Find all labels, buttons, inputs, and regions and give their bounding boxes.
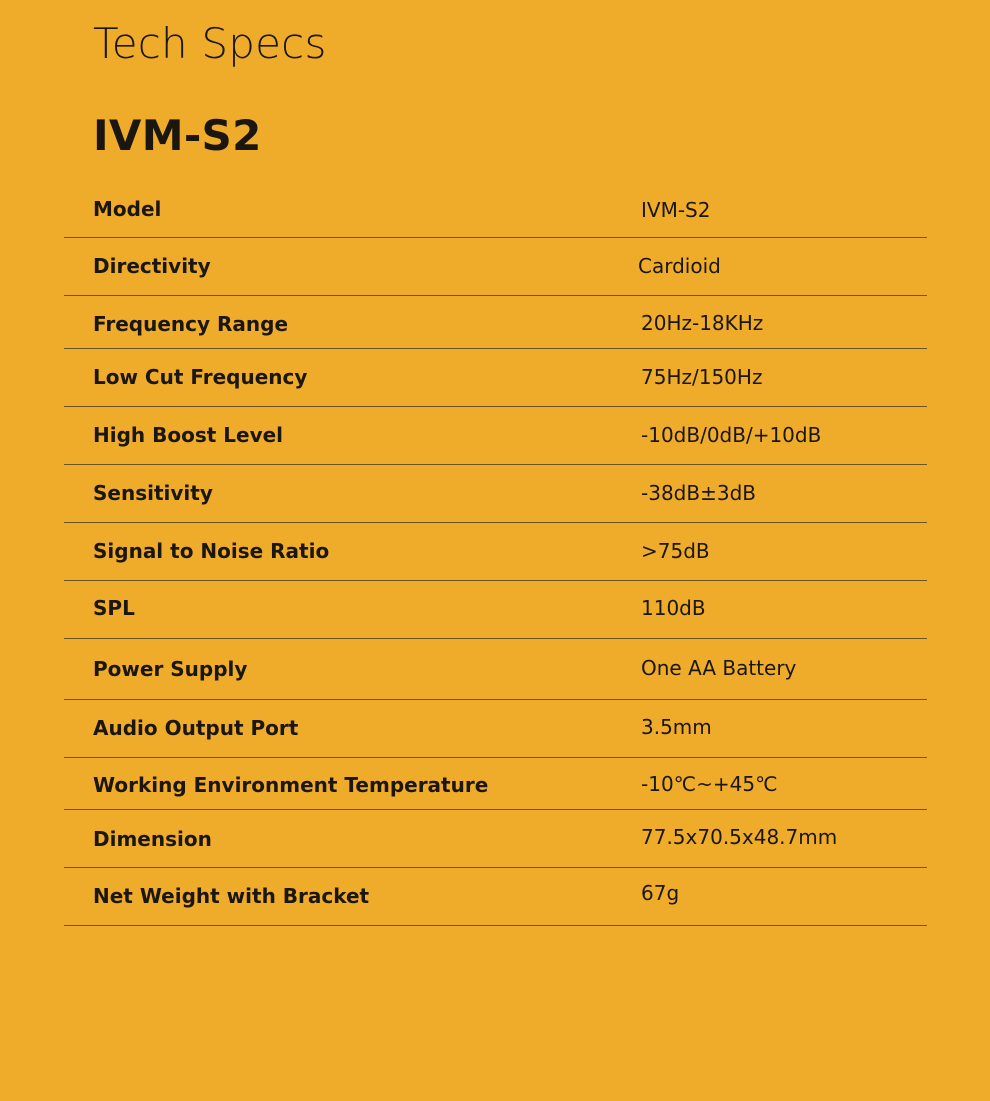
spec-label: Frequency Range: [93, 312, 289, 336]
spec-value: -38dB±3dB: [641, 481, 756, 505]
spec-value: -10℃~+45℃: [641, 772, 778, 796]
spec-label: Audio Output Port: [93, 716, 299, 740]
spec-label: Net Weight with Bracket: [93, 884, 370, 908]
spec-value: 67g: [641, 881, 680, 905]
spec-value: IVM-S2: [641, 198, 711, 222]
spec-row-working-temperature: [64, 758, 927, 810]
spec-row-frequency-range: [64, 296, 927, 349]
page-title: Tech Specs: [93, 19, 327, 68]
spec-label: Model: [93, 197, 162, 221]
spec-row-model: [64, 180, 927, 238]
spec-row-audio-output-port: [64, 700, 927, 758]
spec-table: [64, 180, 927, 926]
spec-row-directivity: [64, 238, 927, 296]
spec-value: 3.5mm: [641, 715, 712, 739]
spec-label: Sensitivity: [93, 481, 213, 505]
model-heading: IVM-S2: [93, 111, 262, 160]
spec-label: Working Environment Temperature: [93, 773, 489, 797]
spec-value: 75Hz/150Hz: [641, 365, 763, 389]
spec-label: High Boost Level: [93, 423, 284, 447]
spec-row-dimension: [64, 810, 927, 868]
spec-label: SPL: [93, 596, 135, 620]
spec-value: 77.5x70.5x48.7mm: [641, 825, 838, 849]
spec-row-signal-to-noise-ratio: [64, 523, 927, 581]
spec-value: Cardioid: [638, 254, 721, 278]
spec-label: Low Cut Frequency: [93, 365, 308, 389]
spec-value: -10dB/0dB/+10dB: [641, 423, 822, 447]
spec-row-low-cut-frequency: [64, 349, 927, 407]
spec-label: Directivity: [93, 254, 211, 278]
spec-value: 110dB: [641, 596, 706, 620]
spec-label: Signal to Noise Ratio: [93, 539, 330, 563]
spec-value: >75dB: [641, 539, 710, 563]
spec-label: Power Supply: [93, 657, 248, 681]
spec-row-power-supply: [64, 639, 927, 700]
spec-row-net-weight: [64, 868, 927, 926]
spec-value: 20Hz-18KHz: [641, 311, 764, 335]
spec-value: One AA Battery: [641, 656, 797, 680]
spec-label: Dimension: [93, 827, 212, 851]
spec-row-sensitivity: [64, 465, 927, 523]
spec-row-spl: [64, 581, 927, 639]
spec-row-high-boost-level: [64, 407, 927, 465]
